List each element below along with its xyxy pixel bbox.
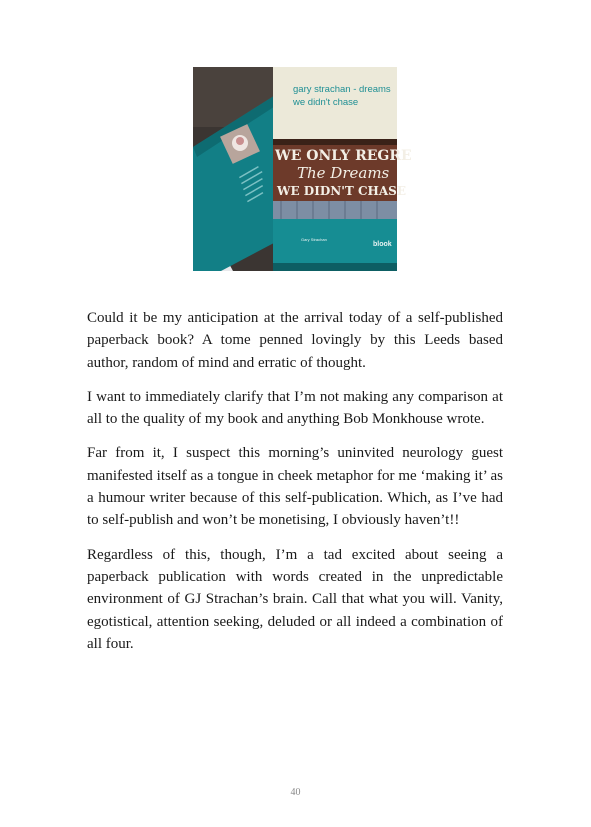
page-number: 40 — [290, 787, 301, 798]
sign-line1: WE ONLY REGRE — [275, 148, 412, 164]
paragraph-2: I want to immediately clarify that I’m not making any comparison at all to the quality of my book and anything Bob Monkhouse wrote. — [87, 388, 503, 428]
book-title-line2: we didn't chase — [293, 97, 359, 108]
body-text — [87, 307, 503, 667]
paragraph-1: Could it be my anticipation at the arrival today of a self-published paperback book? A tome penned lovingly by this Leeds based author, random of mind and erratic of thought. — [87, 310, 503, 371]
sign-line2: The Dreams — [297, 164, 390, 182]
book-photo — [193, 67, 412, 271]
publisher-logo: blook — [373, 241, 392, 248]
cover-author: Gary Strachan — [301, 237, 327, 242]
paragraph-4: Regardless of this, though, I’m a tad excited about seeing a paperback publication with words created in the unpredictable environment of GJ Strachan’s brain. Call that what you will. Vanity, egotistical, attention seeking, deluded or all indeed a combination of all four. — [87, 546, 503, 652]
sign-line3: WE DIDN'T CHASE — [277, 184, 406, 198]
book-photo-illustration — [193, 67, 412, 271]
paragraph-3: Far from it, I suspect this morning’s uninvited neurology guest manifested itself as a tongue in cheek metaphor for me ‘making it’ as a humour writer because of this self-publication. Which, as I’ve had to self-publish and won’t be monetising, I obviously haven’t!! — [87, 445, 503, 529]
book-front-cover — [273, 67, 412, 271]
book-title-line1: gary strachan - dreams — [293, 84, 391, 95]
